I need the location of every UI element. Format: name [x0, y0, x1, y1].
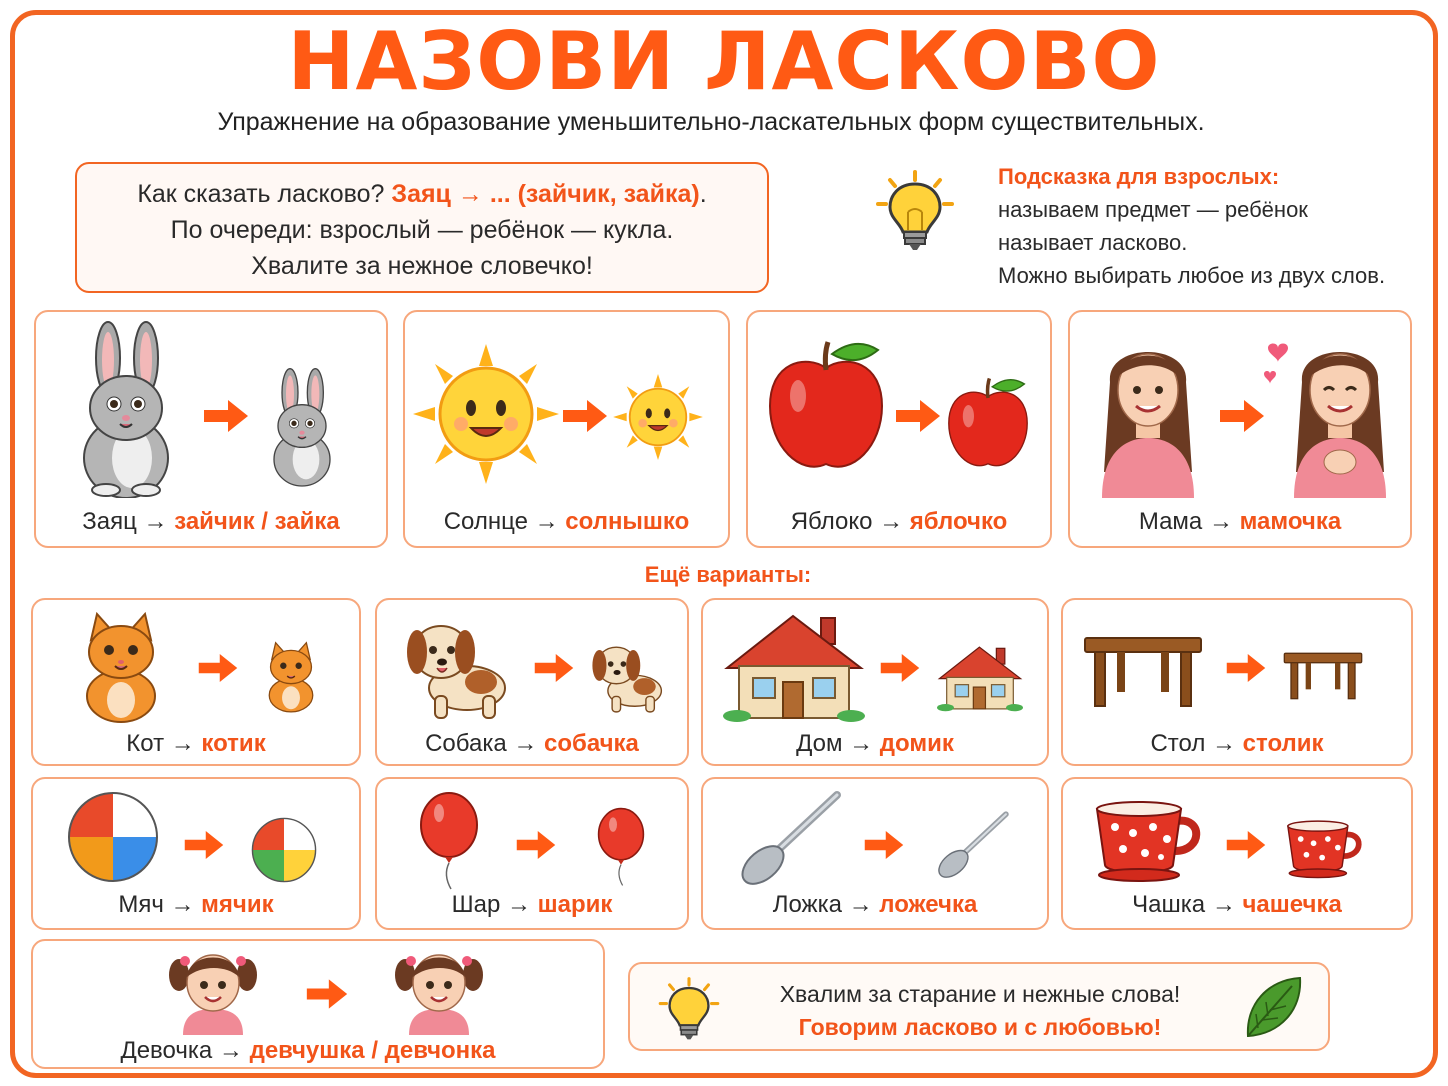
- diminutive: чашечка: [1242, 891, 1342, 918]
- puppy-picture: [591, 636, 667, 716]
- little-apple-picture: [946, 376, 1030, 476]
- word: Дом →: [796, 730, 880, 757]
- hare-picture: [66, 318, 186, 498]
- little-sun-picture: [613, 374, 703, 460]
- word: Чашка →: [1132, 891, 1243, 918]
- arrow-right-icon: [1225, 652, 1267, 684]
- leaf-icon: [1242, 974, 1304, 1040]
- hint-line-3: Можно выбирать любое из двух слов.: [998, 263, 1386, 288]
- cup-picture: [1093, 799, 1205, 883]
- diminutive: котик: [201, 730, 266, 757]
- card-caption: [377, 891, 687, 919]
- instruction-period: .: [699, 180, 707, 208]
- instruction-line-3: Хвалите за нежное словечко!: [251, 252, 593, 280]
- apple-picture: [766, 340, 886, 480]
- instruction-box: [75, 162, 769, 293]
- word: Мама →: [1138, 508, 1240, 535]
- arrow-right-icon: [197, 652, 239, 684]
- card-girl: [31, 939, 605, 1069]
- card-house: [701, 598, 1049, 766]
- word: Кот →: [126, 730, 202, 757]
- instruction-line-2: По очереди: взрослый — ребёнок — кукла.: [170, 216, 674, 244]
- card-spoon: [701, 777, 1049, 930]
- praise-line-1: Хвалим за старание и нежные слова!: [779, 981, 1181, 1007]
- word: Собака →: [425, 730, 545, 757]
- card-dog: [375, 598, 689, 766]
- card-caption: [703, 891, 1047, 919]
- card-caption: [377, 730, 687, 758]
- little-hare-picture: [262, 356, 342, 496]
- mother-smiling-picture: [1288, 322, 1392, 498]
- diminutive: мамочка: [1239, 508, 1342, 535]
- cat-picture: [71, 608, 171, 724]
- page-title: НАЗОВИ ЛАСКОВО: [287, 15, 1161, 108]
- diminutive: ложечка: [879, 891, 978, 918]
- little-cup-picture: [1285, 819, 1365, 879]
- adult-hint: [998, 160, 1438, 292]
- card-apple: [746, 310, 1052, 548]
- diminutive: домик: [879, 730, 954, 757]
- diminutive: солнышко: [565, 508, 690, 535]
- instruction-line-1: [77, 176, 767, 212]
- word: Яблоко →: [790, 508, 910, 535]
- spoon-picture: [737, 789, 847, 885]
- arrow-right-icon: [879, 652, 921, 684]
- arrow-right-icon: [863, 829, 905, 861]
- page-subtitle: Упражнение на образование уменьшительно-ласкательных форм существительных.: [217, 108, 1205, 136]
- diminutive: столик: [1242, 730, 1324, 757]
- little-ball-picture: [251, 817, 317, 883]
- more-variants-label: Ещё варианты:: [644, 562, 812, 587]
- word: Стол →: [1150, 730, 1243, 757]
- card-caption: [23, 1037, 593, 1065]
- word: Заяц →: [82, 508, 175, 535]
- card-caption: [1070, 508, 1410, 536]
- card-caption: [1063, 891, 1411, 919]
- balloon-picture: [419, 791, 479, 891]
- card-sun: [403, 310, 730, 548]
- hint-title: Подсказка для взрослых:: [998, 164, 1280, 189]
- little-spoon-picture: [935, 809, 1013, 879]
- hint-line-1: называем предмет — ребёнок: [998, 197, 1308, 222]
- little-balloon-picture: [597, 807, 645, 887]
- card-caption: [33, 730, 359, 758]
- diminutive: яблочко: [909, 508, 1008, 535]
- praise-text: [730, 978, 1230, 1044]
- instruction-text: Как сказать ласково?: [137, 180, 392, 208]
- card-caption: [748, 508, 1050, 536]
- instruction-example: Заяц → ... (зайчик, зайка): [391, 180, 700, 208]
- word: Солнце →: [443, 508, 566, 535]
- card-balloon: [375, 777, 689, 930]
- girl-picture: [165, 945, 261, 1035]
- card-caption: [1063, 730, 1411, 758]
- diminutive: девчушка / девчонка: [249, 1037, 496, 1064]
- diminutive: мячик: [201, 891, 274, 918]
- sun-picture: [413, 344, 559, 484]
- little-house-picture: [937, 640, 1023, 716]
- arrow-right-icon: [1218, 398, 1266, 434]
- arrow-right-icon: [561, 398, 609, 434]
- arrow-right-icon: [894, 398, 942, 434]
- little-girl-picture: [391, 945, 487, 1035]
- ball-picture: [67, 791, 159, 883]
- card-mama: [1068, 310, 1412, 548]
- word: Девочка →: [120, 1037, 250, 1064]
- hint-line-2: называет ласково.: [998, 230, 1188, 255]
- diminutive: зайчик / зайка: [174, 508, 340, 535]
- arrow-right-icon: [533, 652, 575, 684]
- arrow-right-icon: [183, 829, 225, 861]
- arrow-right-icon: [515, 829, 557, 861]
- card-cup: [1061, 777, 1413, 930]
- praise-box: [628, 962, 1330, 1051]
- word: Мяч →: [118, 891, 202, 918]
- mother-picture: [1096, 322, 1200, 498]
- card-caption: [703, 730, 1047, 758]
- arrow-right-icon: [202, 398, 250, 434]
- card-caption: [405, 508, 728, 536]
- card-hare: [34, 310, 388, 548]
- little-table-picture: [1283, 650, 1363, 702]
- word: Шар →: [451, 891, 538, 918]
- arrow-right-icon: [1225, 829, 1267, 861]
- house-picture: [723, 612, 865, 722]
- praise-line-2: Говорим ласково и с любовью!: [798, 1014, 1162, 1040]
- arrow-right-icon: [305, 977, 349, 1011]
- diminutive: собачка: [544, 730, 639, 757]
- card-caption: [36, 508, 386, 536]
- card-caption: [33, 891, 359, 919]
- dog-picture: [405, 612, 513, 722]
- word: Ложка →: [772, 891, 880, 918]
- table-picture: [1083, 636, 1203, 708]
- card-table: [1061, 598, 1413, 766]
- diminutive: шарик: [537, 891, 613, 918]
- lightbulb-icon: [654, 974, 724, 1044]
- lightbulb-icon: [870, 168, 960, 254]
- kitten-picture: [259, 636, 323, 716]
- card-cat: [31, 598, 361, 766]
- card-ball: [31, 777, 361, 930]
